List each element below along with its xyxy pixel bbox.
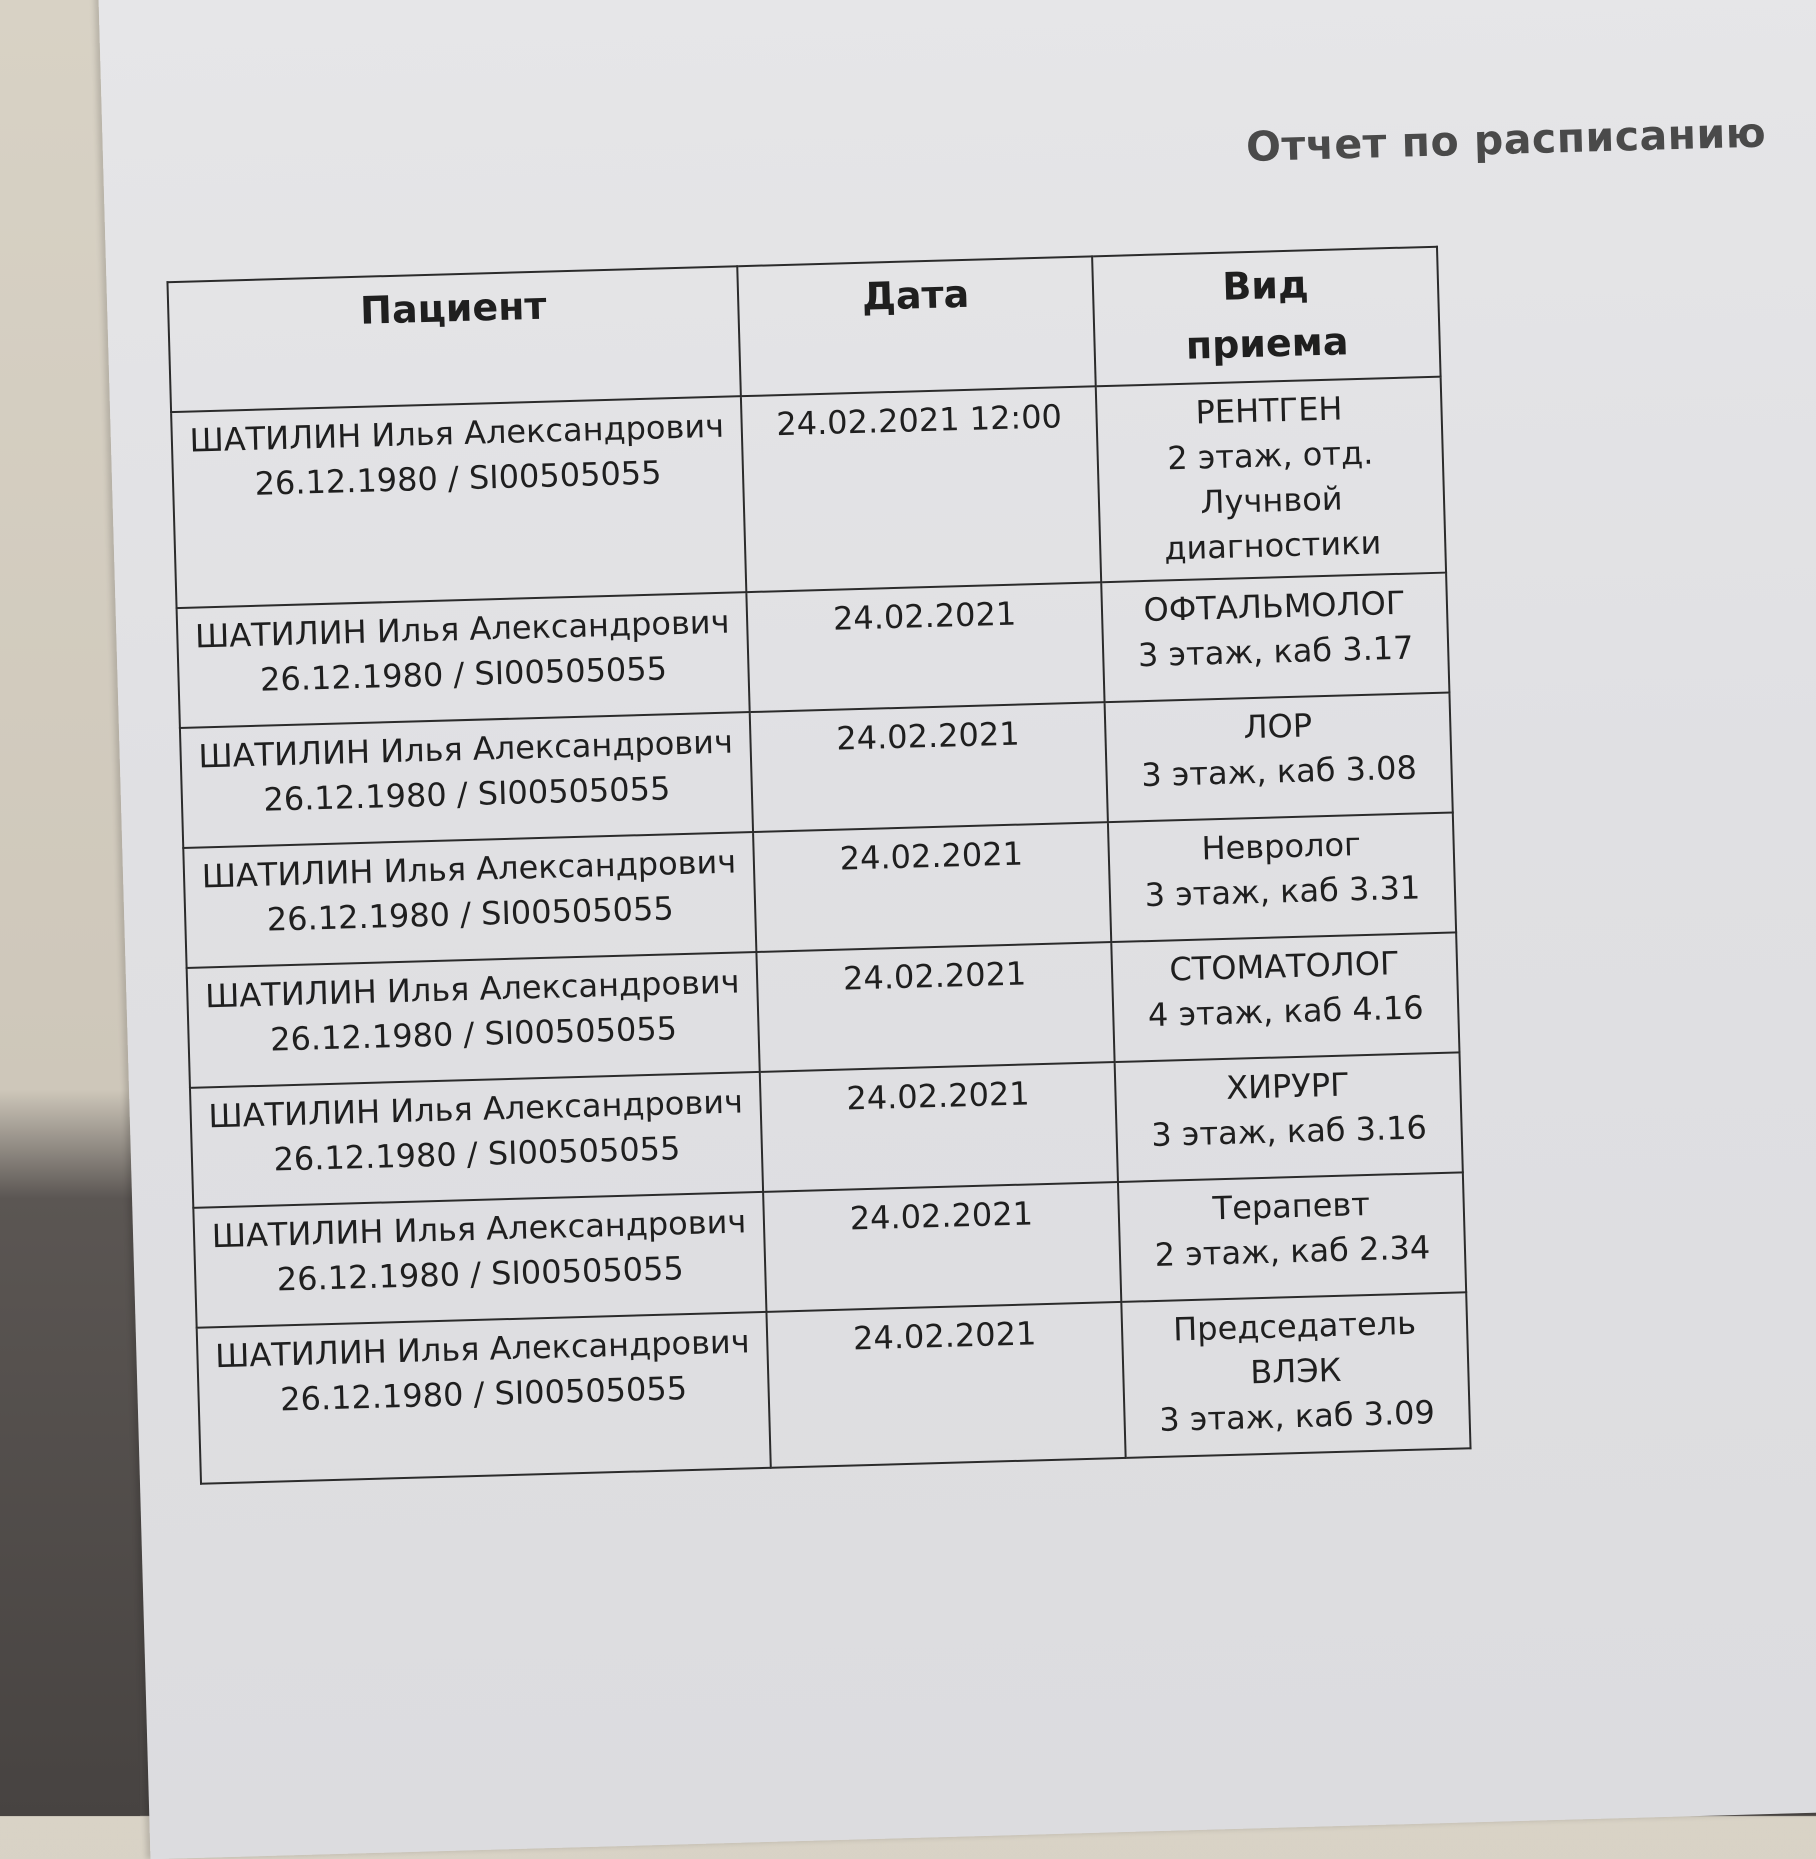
appointment-type-line: 3 этаж, каб 3.31 xyxy=(1144,868,1421,915)
patient-name: ШАТИЛИН Илья Александрович xyxy=(207,1082,744,1136)
appointment-type-line: Невролог xyxy=(1200,825,1362,868)
date-cell: 24.02.2021 12:00 xyxy=(741,386,1101,592)
date-cell: 24.02.2021 xyxy=(753,822,1111,952)
header-type-line: приема xyxy=(1185,319,1349,368)
appointment-type-line: диагностики xyxy=(1163,523,1382,568)
patient-dob-id: 26.12.1980 / SI00505055 xyxy=(254,453,662,503)
appointment-type-line: ВЛЭК xyxy=(1249,1350,1342,1392)
appointment-type-cell xyxy=(1118,1172,1466,1302)
patient-cell xyxy=(183,832,756,968)
patient-cell xyxy=(180,712,753,848)
header-date: Дата xyxy=(737,256,1095,396)
date-cell: 24.02.2021 xyxy=(763,1182,1121,1312)
appointment-type-line: ОФТАЛЬМОЛОГ xyxy=(1143,583,1406,630)
patient-name: ШАТИЛИН Илья Александрович xyxy=(201,842,737,896)
date-cell: 24.02.2021 xyxy=(756,942,1114,1072)
report-title: Отчет по расписанию xyxy=(1245,108,1767,171)
appointment-type-line: Председатель xyxy=(1172,1303,1417,1349)
patient-dob-id: 26.12.1980 / SI00505055 xyxy=(266,889,675,939)
patient-dob-id: 26.12.1980 / SI00505055 xyxy=(269,1009,678,1059)
appointment-type-line: 2 этаж, каб 2.34 xyxy=(1154,1228,1431,1274)
header-appointment-type xyxy=(1092,247,1440,387)
appointment-type-line: СТОМАТОЛОГ xyxy=(1168,944,1401,989)
patient-name: ШАТИЛИН Илья Александрович xyxy=(204,962,741,1016)
appointment-type-line: 3 этаж, каб 3.17 xyxy=(1137,628,1414,675)
appointment-type-line: 3 этаж, каб 3.09 xyxy=(1158,1393,1436,1439)
patient-cell xyxy=(190,1072,763,1208)
appointment-type-cell xyxy=(1115,1052,1463,1182)
appointment-type-line: 4 этаж, каб 4.16 xyxy=(1147,988,1425,1035)
appointment-type-cell xyxy=(1101,573,1449,703)
patient-cell xyxy=(197,1312,771,1484)
appointment-type-cell xyxy=(1096,377,1446,583)
patient-name: ШАТИЛИН Илья Александрович xyxy=(214,1322,751,1376)
patient-dob-id: 26.12.1980 / SI00505055 xyxy=(279,1369,688,1419)
patient-cell xyxy=(187,952,760,1088)
schedule-table xyxy=(166,246,1471,1485)
paper-sheet xyxy=(98,0,1816,1859)
date-cell: 24.02.2021 xyxy=(750,702,1108,832)
table-row xyxy=(171,377,1446,608)
appointment-type-line: 3 этаж, каб 3.08 xyxy=(1140,748,1418,795)
appointment-type-cell xyxy=(1111,932,1459,1062)
date-cell: 24.02.2021 xyxy=(746,582,1104,712)
appointment-type-line: 2 этаж, отд. xyxy=(1166,433,1374,478)
appointment-type-line: ХИРУРГ xyxy=(1225,1065,1351,1107)
appointment-type-line: Терапевт xyxy=(1212,1184,1371,1228)
patient-dob-id: 26.12.1980 / SI00505055 xyxy=(259,649,668,699)
patient-name: ШАТИЛИН Илья Александрович xyxy=(197,722,734,776)
appointment-type-cell xyxy=(1121,1292,1470,1458)
patient-dob-id: 26.12.1980 / SI00505055 xyxy=(276,1249,685,1299)
patient-name: ШАТИЛИН Илья Александрович xyxy=(211,1202,747,1256)
header-type-line: Вид xyxy=(1221,262,1310,309)
appointment-type-cell xyxy=(1105,693,1453,823)
appointment-type-line: 3 этаж, каб 3.16 xyxy=(1150,1108,1428,1155)
patient-name: ШАТИЛИН Илья Александрович xyxy=(189,406,725,460)
header-patient: Пациент xyxy=(167,266,740,412)
appointment-type-line: ЛОР xyxy=(1243,706,1313,747)
patient-name: ШАТИЛИН Илья Александрович xyxy=(194,602,730,656)
date-cell: 24.02.2021 xyxy=(760,1062,1118,1192)
date-cell: 24.02.2021 xyxy=(766,1302,1125,1468)
patient-cell xyxy=(193,1192,766,1328)
appointment-type-line: Лучнвой xyxy=(1199,479,1344,522)
appointment-type-cell xyxy=(1108,812,1456,942)
patient-dob-id: 26.12.1980 / SI00505055 xyxy=(272,1129,681,1179)
patient-cell xyxy=(177,592,750,728)
patient-cell xyxy=(171,396,746,608)
appointment-type-line: РЕНТГЕН xyxy=(1195,389,1343,432)
patient-dob-id: 26.12.1980 / SI00505055 xyxy=(262,769,671,819)
